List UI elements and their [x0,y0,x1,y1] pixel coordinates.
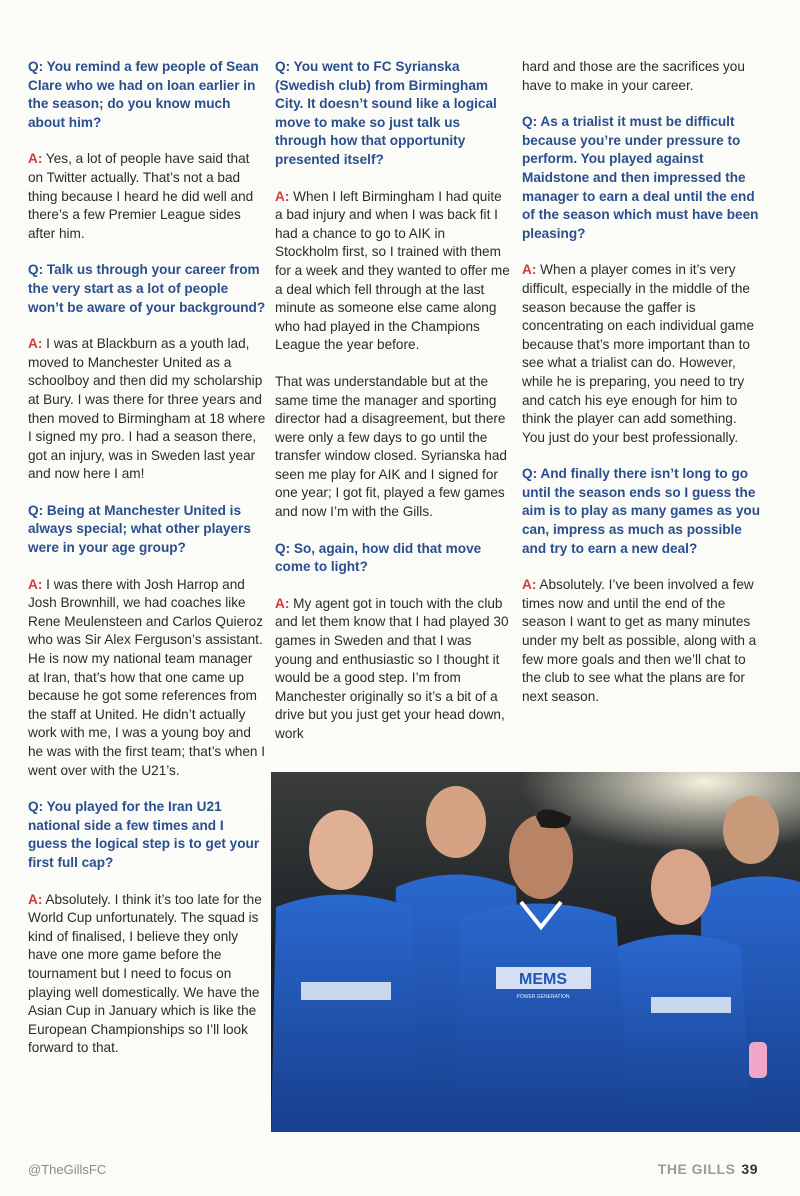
answer-label: A: [275,188,290,204]
column-3 [522,58,760,724]
answer [28,576,266,781]
column-1 [28,58,266,1076]
page-footer [658,1161,758,1177]
drink-bottle [749,1042,767,1078]
answer-text: I was there with Josh Harrop and Josh Brownhill, we had coaches like Rene Meulensteen and Carlos Quieroz who was Sir Alex Ferguson’s assistant. He is now my national team manager at Iran, that’s how that one came up because he got some references from the staff at United. He didn’t actually work with me, I was a young boy and he was with the first team; that’s when I went over with the U21’s. [28,576,265,778]
answer-text: I was at Blackburn as a youth lad, moved to Manchester United as a schoolboy and then did my scholarship at Bury. I was there for three years and then moved to Birmingham at 18 where I signed my pro. I had a season there, got an injury, was in Sweden last year and now here I am! [28,336,266,482]
answer-label: A: [28,151,43,167]
team-photo [271,772,800,1132]
magazine-title: THE GILLS [657,1161,736,1177]
answer-label: A: [275,595,290,611]
answer-label: A: [28,336,43,352]
column-2 [275,58,511,762]
shirt-sponsor-subtext: POWER GENERATION [516,994,570,1000]
question: Q: As a trialist it must be difficult because you’re under pressure to perform. You played against Maidstone and then impressed the manager to earn a deal until the end of the season which must have been pleasing? [522,114,759,241]
question: Q: You went to FC Syrianska (Swedish club) from Birmingham City. It doesn’t sound like a logical move to make so just talk us through how that opportunity presented itself? [275,59,497,167]
answer [28,150,266,243]
answer-text: Absolutely. I think it’s too late for the World Cup unfortunately. The squad is kind of finalised, I believe they only have one more game before the tournament but I need to focus on playing well domestically. We have the Asian Cup in January which is like the European Championships so I’ll look forward to that. [28,891,262,1056]
answer [275,188,511,355]
answer-text: When I left Birmingham I had quite a bad injury and when I was back fit I had a chance to go to AIK in Stockholm first, so I trained with them for a week and they wanted to offer me a deal which fell through at the last minute as someone else came along who had played in the Champions League the year before. [275,188,510,353]
social-handle: @TheGillsFC [28,1162,107,1177]
question: Q: So, again, how did that move come to light? [275,540,482,575]
answer-text: When a player comes in it’s very difficult, especially in the middle of the season because the gaffer is concentrating on each individual game because that’s more important than to see what a trialist can do. However, while he is preparing, you need to try and catch his eye enough for him to think the player can add something. You just do your best professionally. [522,262,755,445]
question: Q: And finally there isn’t long to go until the season ends so I guess the aim is to play as many games as you can, impress as much as possible and try to earn a new deal? [522,466,760,556]
answer-label: A: [28,891,43,907]
question: Q: You played for the Iran U21 national side a few times and I guess the logical step is to get your first full cap? [28,799,260,870]
answer-text: Absolutely. I’ve been involved a few times now and until the end of the season I want to get as many minutes under my belt as possible, along with a few more goals and then we’ll chat to the club to see what the plans are for next season. [522,577,757,704]
paragraph: hard and those are the sacrifices you have to make in your career. [522,59,745,93]
answer-label: A: [28,576,43,592]
answer [522,261,760,447]
question: Q: Talk us through your career from the very start as a lot of people won’t be aware of your background? [28,262,266,315]
page-number: 39 [741,1161,758,1177]
answer-label: A: [522,577,537,593]
shirt-sponsor-text: MEMS [519,971,567,988]
answer [28,335,266,484]
question: Q: Being at Manchester United is always special; what other players were in your age group? [28,502,251,556]
answer [522,576,760,706]
answer [28,891,266,1058]
answer-label: A: [522,262,537,278]
answer-text: My agent got in touch with the club and let them know that I had played 30 games in Sweden and that I was young and enthusiastic so I thought it would be a good step. I’m from Manchester originally so it’s a bit of a drive but you just get your head down, work [275,595,509,741]
answer [275,595,511,744]
question: Q: You remind a few people of Sean Clare who we had on loan earlier in the season; do you know much about him? [28,59,259,130]
paragraph: That was understandable but at the same time the manager and sporting director had a disagreement, but there were only a few days to go until the transfer window closed. Syrianska had seen me play for AIK and I signed for one year; I got fit, played a few games and now I’m with the Gills. [275,373,507,520]
answer-text: Yes, a lot of people have said that on Twitter actually. That’s not a bad thing because I heard he did well and there’s a few Premier League sides after him. [28,151,254,241]
